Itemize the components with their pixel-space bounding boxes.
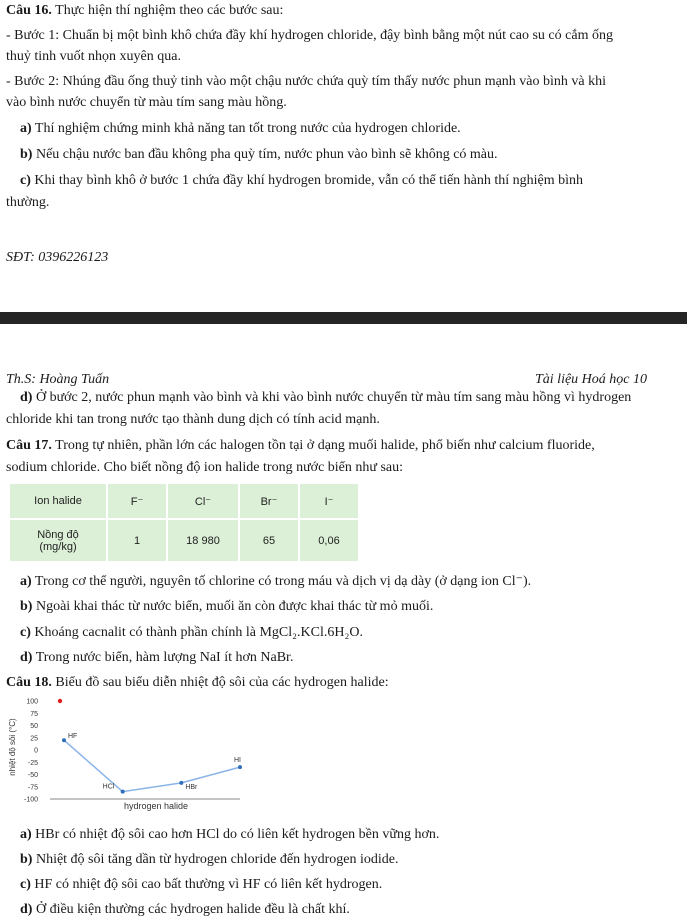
q16-option-b-text: Nếu chậu nước ban đầu không pha quỳ tím, nước phun vào bình sẽ không có màu.	[35, 147, 498, 162]
y-tick-label: 0	[34, 747, 38, 755]
q18-option-d	[20, 901, 350, 919]
q18-option-a-text: HBr có nhiệt độ sôi cao hơn HCl do có liên kết hydrogen bền vững hơn.	[35, 827, 440, 842]
table-cell: 0,06	[299, 519, 359, 562]
axis-top-marker	[58, 699, 62, 703]
q17-option-c-text: Khoáng cacnalit có thành phần chính là MgCl₂.KCl.6H₂O.	[34, 625, 363, 640]
q17-option-c-label: c)	[20, 625, 31, 640]
data-point	[238, 765, 242, 769]
table-header-cell: Br⁻	[239, 483, 299, 519]
q17-option-a-text: Trong cơ thể người, nguyên tố chlorine có trong máu và dịch vị dạ dày (ở dạng ion Cl⁻).	[34, 574, 532, 589]
q17-option-b-label: b)	[20, 599, 33, 614]
q16-step2-line2: vào bình nước chuyển từ màu tím sang màu hồng.	[6, 95, 287, 110]
q18-title: Câu 18.	[6, 675, 52, 690]
q16-intro	[6, 2, 283, 20]
y-tick-label: 50	[30, 723, 38, 730]
y-tick-labels	[24, 699, 38, 804]
table-cell: 65	[239, 519, 299, 562]
y-tick-label: -50	[27, 772, 38, 779]
y-tick-label: -25	[27, 759, 38, 767]
q16-option-d-text: Ở bước 2, nước phun mạnh vào bình và khi vào bình nước chuyển từ màu tím sang màu hồng vì hydrogen	[35, 390, 632, 405]
q16-option-b	[20, 146, 498, 164]
q18-option-b-text: Nhiệt độ sôi tăng dần từ hydrogen chloride đến hydrogen iodide.	[35, 852, 399, 867]
table-header-cell: Ion halide	[9, 483, 107, 519]
q16-option-c-text: Khi thay bình khô ở bước 1 chứa đầy khí hydrogen bromide, vẫn có thể tiến hành thí nghiệm bình	[34, 173, 584, 188]
table-row	[9, 483, 359, 519]
q17-option-b-text: Ngoài khai thác từ nước biển, muối ăn còn được khai thác từ mỏ muối.	[35, 599, 434, 614]
q16-step1-line2: thuỷ tinh vuốt nhọn xuyên qua.	[6, 49, 181, 64]
q17-title: Câu 17.	[6, 438, 52, 453]
table-header-cell: Cl⁻	[167, 483, 239, 519]
y-tick-label: 25	[30, 735, 38, 743]
y-tick-label: -100	[23, 796, 38, 804]
page-break-band	[0, 312, 687, 324]
q18-option-a	[20, 826, 439, 844]
q17-line1-text: Trong tự nhiên, phần lớn các halogen tồn tại ở dạng muối halide, phổ biến như calcium fluoride,	[55, 438, 595, 453]
data-label: HBr	[185, 783, 198, 791]
data-point	[62, 738, 66, 742]
table-header-cell: I⁻	[299, 483, 359, 519]
chart-x-axis-label: hydrogen halide	[123, 801, 189, 811]
phone-footer: SĐT: 0396226123	[6, 250, 109, 265]
q18-option-c	[20, 876, 382, 894]
y-tick-label: 75	[30, 710, 38, 718]
q17-option-b	[20, 598, 433, 616]
q18-line1	[6, 674, 389, 692]
table-row	[9, 519, 359, 562]
table-header-cell: F⁻	[107, 483, 167, 519]
table-row-label-line2: (mg/kg)	[39, 540, 77, 553]
data-label: HF	[68, 733, 78, 741]
data-label: HI	[234, 757, 241, 765]
y-tick-label: 100	[26, 698, 38, 706]
q16-step1-line1: - Bước 1: Chuẩn bị một bình khô chứa đầy khí hydrogen chloride, đậy bình bằng một nút cao su có cắm ống	[6, 28, 613, 43]
q16-option-c-line1	[20, 172, 583, 190]
q16-option-d-line1	[20, 389, 631, 407]
q16-option-c-label: c)	[20, 173, 31, 188]
header-doc-title: Tài liệu Hoá học 10	[535, 372, 647, 387]
table-row-label	[9, 519, 107, 562]
q17-option-d-text: Trong nước biển, hàm lượng NaI ít hơn NaBr.	[35, 650, 294, 665]
q18-text: Biểu đồ sau biểu diễn nhiệt độ sôi của các hydrogen halide:	[55, 675, 389, 690]
q17-option-a	[20, 573, 531, 591]
q16-option-a-label: a)	[20, 121, 32, 136]
q16-option-a-text: Thí nghiệm chứng minh khả năng tan tốt trong nước của hydrogen chloride.	[34, 121, 461, 136]
table-cell: 1	[107, 519, 167, 562]
q17-option-c	[20, 624, 363, 642]
table-cell: 18 980	[167, 519, 239, 562]
q16-option-d-label: d)	[20, 390, 33, 405]
q18-option-c-text: HF có nhiệt độ sôi cao bất thường vì HF có liên kết hydrogen.	[34, 877, 383, 892]
q18-option-b-label: b)	[20, 852, 33, 867]
series-line	[64, 740, 240, 791]
data-point	[179, 781, 183, 785]
q17-option-d-label: d)	[20, 650, 33, 665]
q17-option-a-label: a)	[20, 574, 32, 589]
q16-intro-text: Thực hiện thí nghiệm theo các bước sau:	[55, 3, 284, 18]
halide-concentration-table	[8, 482, 360, 563]
header-author: Th.S: Hoàng Tuấn	[6, 372, 110, 387]
data-label: HCl	[102, 783, 115, 791]
q16-option-d-line2: chloride khi tan trong nước tạo thành dung dịch có tính acid mạnh.	[6, 412, 380, 427]
q18-option-b	[20, 851, 399, 869]
q18-option-c-label: c)	[20, 877, 31, 892]
q16-option-a	[20, 120, 461, 138]
q18-option-d-label: d)	[20, 902, 33, 917]
boiling-point-chart	[0, 695, 250, 815]
q17-option-d	[20, 649, 293, 667]
q18-option-d-text: Ở điều kiện thường các hydrogen halide đều là chất khí.	[35, 902, 350, 917]
q16-title: Câu 16.	[6, 3, 52, 18]
q17-line2: sodium chloride. Cho biết nồng độ ion halide trong nước biển như sau:	[6, 460, 404, 475]
q18-option-a-label: a)	[20, 827, 32, 842]
data-point	[121, 790, 125, 794]
q16-option-c-line2: thường.	[6, 195, 50, 210]
chart-y-axis-label: nhiệt độ sôi (°C)	[8, 718, 17, 776]
table-row-label-line1: Nồng độ	[37, 528, 79, 541]
chart-series	[58, 699, 242, 794]
q16-step2-line1: - Bước 2: Nhúng đầu ống thuỷ tinh vào một chậu nước chứa quỳ tím thấy nước phun mạnh vào bình và khi	[6, 74, 607, 89]
y-tick-label: -75	[27, 784, 38, 792]
q16-option-b-label: b)	[20, 147, 33, 162]
q17-line1	[6, 437, 595, 455]
